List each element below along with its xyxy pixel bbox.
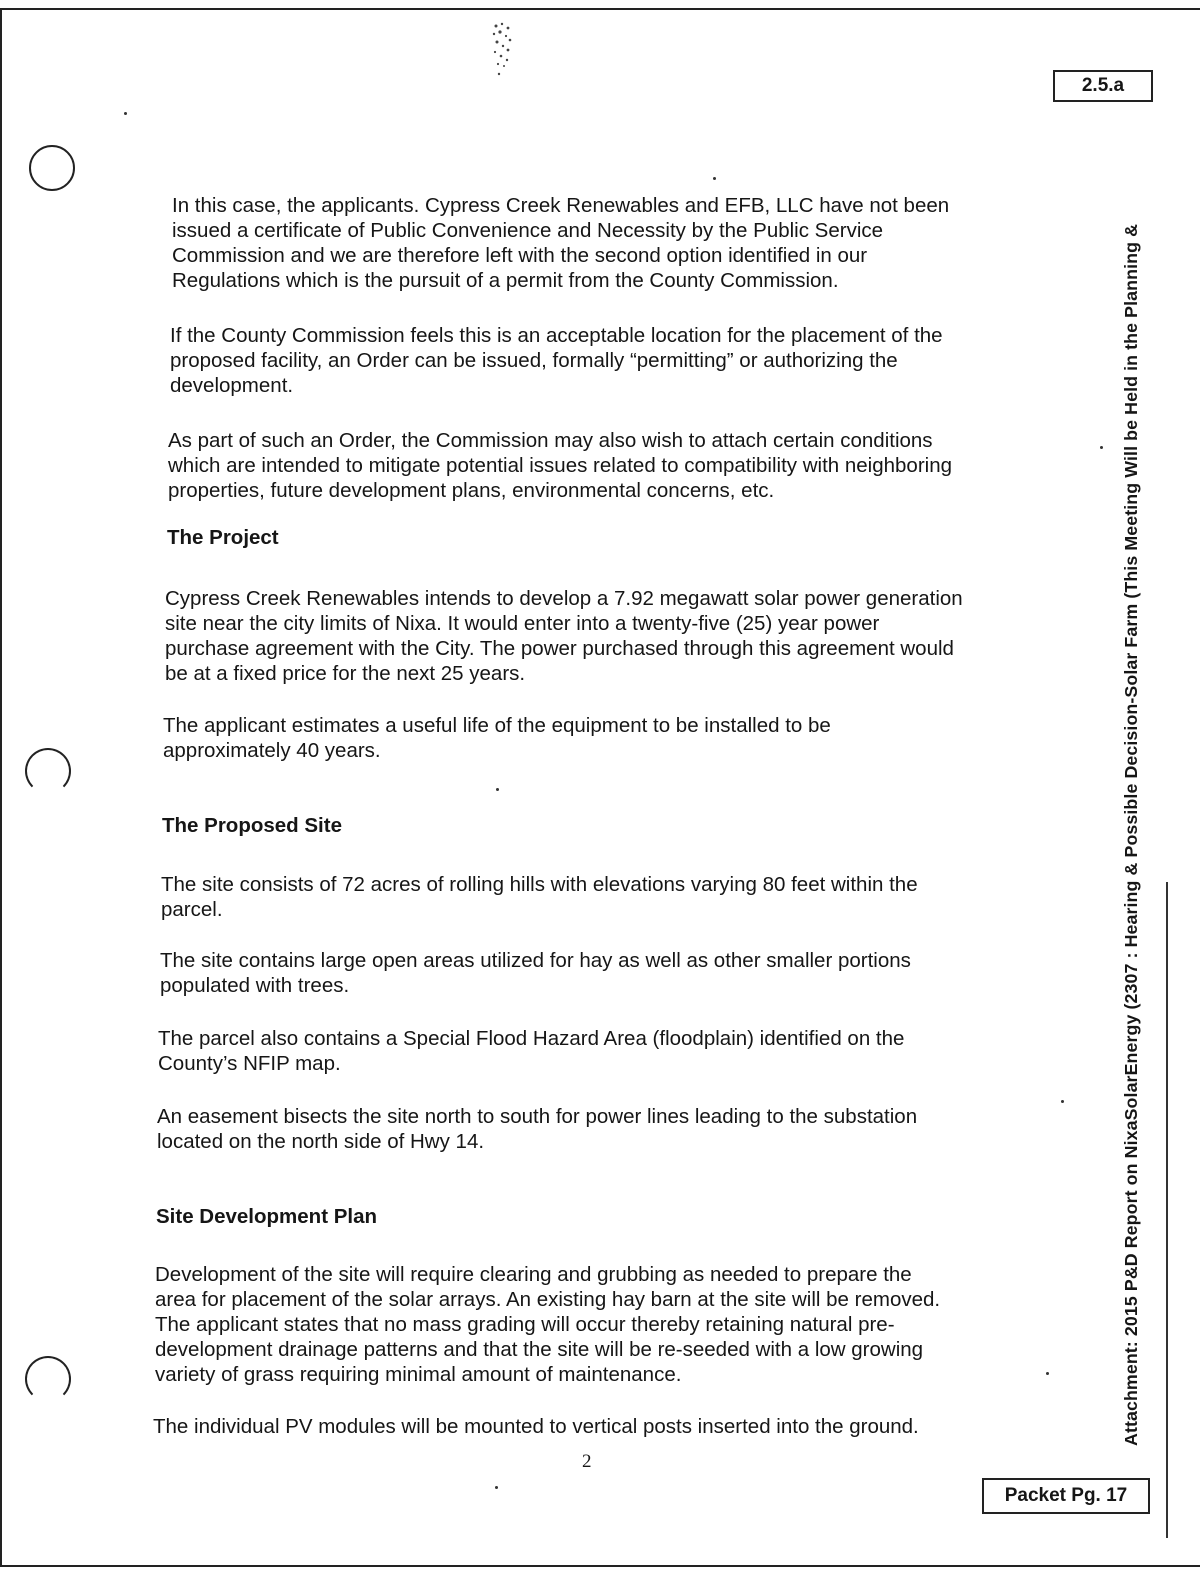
paragraph: The individual PV modules will be mounted to vertical posts inserted into the ground. [153, 1415, 919, 1438]
punch-hole [25, 1356, 71, 1402]
scan-speck [496, 788, 499, 791]
right-margin-rule [1166, 882, 1168, 1538]
paragraph: The parcel also contains a Special Flood Hazard Area (floodplain) identified on the County’s NFIP map. [158, 1027, 905, 1075]
page-number: 2 [582, 1451, 592, 1472]
page-border-left [0, 8, 2, 1567]
section-tag: 2.5.a [1053, 70, 1153, 102]
paragraph: Development of the site will require clearing and grubbing as needed to prepare the area for placement of the solar arrays. An existing hay barn at the site will be removed. The applicant states that no mass grading will occur thereby retaining natural pre- development drainage patterns and that the site will be re-seeded with a low growing variety of grass requiring minimal amount of maintenance. [155, 1263, 941, 1386]
scan-speck [124, 112, 127, 115]
scan-speck [495, 1486, 498, 1489]
paragraph: In this case, the applicants. Cypress Creek Renewables and EFB, LLC have not been issued a certificate of Public Convenience and Necessity by the Public Service Commission and we are therefore left with the second option identified in our Regulations which is the pursuit of a permit from the County Commission. [172, 194, 950, 292]
paragraph: The applicant estimates a useful life of the equipment to be installed to be approximately 40 years. [163, 714, 831, 762]
scan-speck [1046, 1372, 1049, 1375]
scan-speck [1061, 1100, 1064, 1103]
paragraph: An easement bisects the site north to south for power lines leading to the substation located on the north side of Hwy 14. [157, 1105, 918, 1153]
packet-page-label: Packet Pg. 17 [982, 1478, 1150, 1514]
paragraph: Cypress Creek Renewables intends to develop a 7.92 megawatt solar power generation site near the city limits of Nixa. It would enter into a twenty-five (25) year power purchase agreement with the City. The power purchased through this agreement would be at a fixed price for the next 25 years. [165, 587, 963, 685]
section-heading: The Project [167, 526, 279, 549]
section-heading: Site Development Plan [156, 1205, 378, 1228]
punch-hole [29, 145, 75, 191]
page-border-top [0, 8, 1200, 10]
side-caption: Attachment: 2015 P&D Report on NixaSolarEnergy (2307 : Hearing & Possible Decision-Solar Farm (This Meeting Will be Held in the Planning & [1121, 223, 1141, 1446]
paragraph: As part of such an Order, the Commission may also wish to attach certain conditions which are intended to mitigate potential issues related to compatibility with neighboring properties, future development plans, environmental concerns, etc. [168, 429, 953, 502]
scan-speck [713, 177, 716, 180]
section-heading: The Proposed Site [162, 814, 342, 837]
page-border-bottom [0, 1565, 1200, 1567]
punch-hole [25, 748, 71, 794]
scan-smudge [488, 20, 518, 76]
paragraph: The site contains large open areas utilized for hay as well as other smaller portions populated with trees. [160, 949, 911, 997]
paragraph: The site consists of 72 acres of rolling hills with elevations varying 80 feet within the parcel. [161, 873, 918, 921]
paragraph: If the County Commission feels this is an acceptable location for the placement of the proposed facility, an Order can be issued, formally “permitting” or authorizing the development. [170, 324, 943, 397]
scan-speck [1100, 446, 1103, 449]
